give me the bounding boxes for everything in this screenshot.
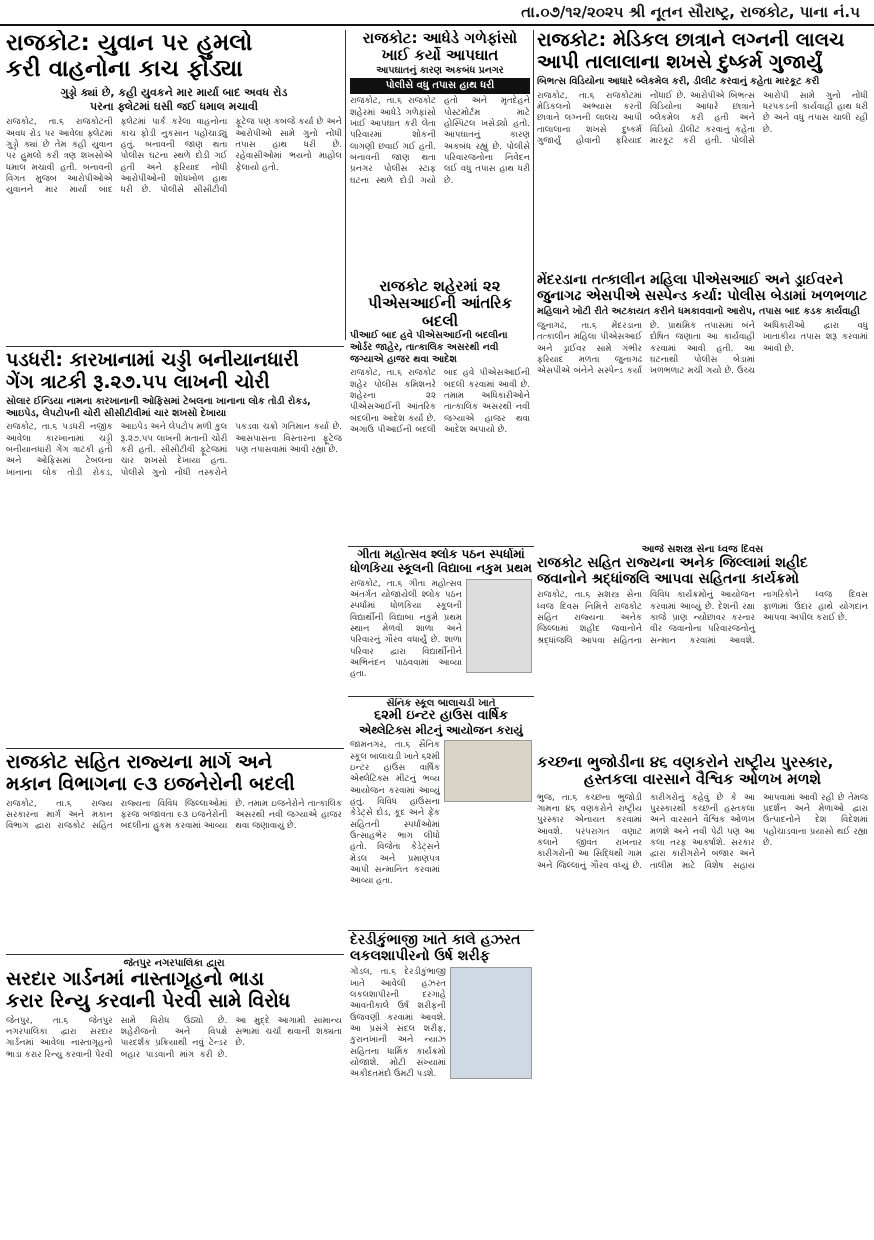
headline-line-1: મેંદરડાના તત્કાલીન મહિલા પીએસઆઈ અને ડ્રાઈવરને — [537, 272, 844, 288]
subhead: બિભત્સ વિડિયોના આધારે બ્લેકમેલ કરી, ડીલીટ કરવાનું કહેતા મારકૂટ કરી — [537, 75, 820, 87]
headline-line-2: મકાન વિભાગના ૯૩ ઇજનેરોની બદલી — [6, 772, 295, 795]
article-geeta-contest — [350, 548, 532, 694]
article-body: ગોંડલ, તા.૬ દેરડીકુંભાજી ખાતે આવેલી હઝરત લકલશાપીરની દરગાહે આવતીકાલે ઉર્ષ શરીફની ઉજવણી કરવામાં આવશે. આ પ્રસંગે સંદલ શરીફ, કુરાનખાની અને ન્યાઝ સહિતના ધાર્મિક કાર્યક્રમો યોજાશે. મોટી સંખ્યામાં અકીદતમંદો ઉમટી પડશે. — [350, 967, 446, 1080]
article-youth-attack — [6, 30, 342, 346]
subhead-line-2: પરના ફ્લેટમાં ઘસી જઈ ધમાલ મચાવી — [89, 99, 259, 113]
athletics-photo — [444, 740, 532, 802]
headline-line-2: ખાઈ કર્યો આપઘાત — [381, 46, 499, 65]
article-body: જેતપુર, તા.૬ જેતપુર નગરપાલિકા દ્વારા સરદાર ગાર્ડનમાં આવેલા નાસ્તાગૃહનો ભાડા કરાર રિન્યુ કરવાની પેરવી સામે વિરોધ ઉઠ્યો છે. શહેરીજનો અને વિપક્ષે પારદર્શક પ્રક્રિયાથી નવું ટેન્ડર બહાર પાડવાની માંગ કરી છે. આ મુદ્દે આગામી સામાન્ય સભામાં ચર્ચા થવાની શક્યતા છે. — [6, 1015, 342, 1060]
headline-line-1: કચ્છના ભુજોડીના ૪૬ વણકરોને રાષ્ટ્રીય પુરસ્કાર, — [537, 754, 834, 771]
article-body: જામનગર, તા.૬ સૈનિક સ્કૂલ બાલાચડી ખાતે ૬૨મી ઇન્ટર હાઉસ વાર્ષિક એથ્લેટિક્સ મીટનું ભવ્ય આયોજન કરવામાં આવ્યું હતું. વિવિધ હાઉસના કેડેટ્સે દોડ, કૂદ અને ફેંક સહિતની સ્પર્ધાઓમાં ઉત્સાહભેર ભાગ લીધો હતો. વિજેતા કેડેટ્સને મેડલ અને પ્રમાણપત્ર આપી સન્માનિત કરવામાં આવ્યા હતા. — [350, 740, 440, 887]
article-body: ભુજ, તા.૬ કચ્છના ભુજોડી ગામના ૪૬ વણકરોને રાષ્ટ્રીય પુરસ્કાર એનાયત કરવામાં આવશે. પરંપરાગત વણાટ કલાને જીવંત રાખનાર કારીગરોની આ સિદ્ધિથી ગામ અને જિલ્લાનું ગૌરવ વધ્યું છે. કારીગરોનું કહેવું છે કે આ પુરસ્કારથી કચ્છની હસ્તકલા અને વારસાને વૈશ્વિક ઓળખ મળશે અને નવી પેઢી પણ આ કલા તરફ આકર્ષાશે. સરકાર દ્વારા કારીગરોને બજાર અને તાલીમ માટે વિશેષ સહાય આપવામાં આવી રહી છે તેમજ પ્રદર્શન અને મેળાઓ દ્વારા ઉત્પાદનોને દેશ વિદેશમાં પહોંચાડવાના પ્રયાસો થઈ રહ્યા છે. — [537, 792, 868, 871]
article-body: રાજકોટ, તા.૬ રાજકોટમાં મેડિકલનો અભ્યાસ કરતી છાત્રાને લગ્નની લાલચ આપી તાલાલાના શખસે દુષ્કર્મ ગુજાર્યું હોવાની ફરિયાદ નોંધાઈ છે. આરોપીએ બિભત્સ વિડિયોના આધારે છાત્રાને બ્લેકમેલ કરી હતી અને વિડિયો ડીલીટ કરવાનું કહેતા મારકૂટ કરી હતી. પોલીસે આરોપી સામે ગુનો નોંધી ધરપકડની કાર્યવાહી હાથ ધરી છે અને વધુ તપાસ ચાલી રહી છે. — [537, 90, 868, 146]
headline-line-2: કરી વાહનોના કાચ ફોડ્યા — [6, 56, 243, 83]
section-rule — [348, 930, 534, 931]
article-factory-theft — [6, 350, 342, 746]
subhead: સોલાર ઈન્ડિયા નામના કારખાનાની ઓફિસમાં ટેબલના ખાનાના લોક તોડી રોકડ, આઇપેડ, લેપટોપની ચોરી સીસીટીવીમાં ચાર શખસો દેખાયા — [6, 395, 311, 419]
student-photo — [466, 579, 532, 673]
column-rule — [533, 30, 534, 340]
headline-line-1: રાજકોટ: યુવાન પર હુમલો — [6, 30, 253, 56]
headline-line-2: કરાર રિન્યુ કરવાની પેરવી સામે વિરોધ — [6, 989, 291, 1012]
headline-line-1: રાજકોટ: મેડિકલ છાત્રાને લગ્નની લાલચ — [537, 30, 845, 51]
section-rule — [348, 546, 534, 547]
masthead-line: તા.૦૭/૧૨/૨૦૨૫ શ્રી નૂતન સૌરાષ્ટ્ર, રાજકોટ, પાના નં.૫ — [521, 3, 860, 21]
article-suicide — [350, 30, 530, 274]
article-body: રાજકોટ, તા.૬ પડધરી નજીક આવેલા કારખાનામાં ચડ્ડી બનીયાનધારી ગેંગ ત્રાટકી હતી અને ઓફિસમાં ટેબલના ખાનાના લોક તોડી રોકડ, આઇપેડ અને લેપટોપ મળી કુલ રૂ.૨૭.૫૫ લાખની મતાની ચોરી કરી હતી. સીસીટીવી ફૂટેજમાં ચાર શખસો દેખાયા હતા. પોલીસે ગુનો નોંધી તસ્કરોને પકડવા ચક્રો ગતિમાન કર્યા છે. આસપાસના વિસ્તારના ફૂટેજ પણ તપાસવામાં આવી રહ્યા છે. — [6, 422, 342, 478]
headline-line-1: રાજકોટ સહિત રાજ્યના માર્ગ અને — [6, 752, 273, 773]
article-body: રાજકોટ, તા.૬ રાજકોટની અવધ રોડ પર આવેલા ફ્લેટમાં ગુડ્ડો ક્યાં છે તેમ કહી યુવાન પર હુમલો કરી ત્રણ શખસોએ ધમાલ મચાવી હતી. બનાવની વિગત મુજબ આરોપીઓએ યુવાનને માર માર્યા બાદ ફ્લેટમાં પાર્ક કરેલા વાહનોના કાચ ફોડી નુકસાન પહોંચાડ્યું હતું. બનાવની જાણ થતા પોલીસ ઘટના સ્થળે દોડી ગઈ હતી અને ફરિયાદ નોંધી આરોપીઓની શોધખોળ હાથ ધરી છે. પોલીસે સીસીટીવી ફૂટેજ પણ કબજે કર્યા છે અને આરોપીઓ સામે ગુનો નોંધી તપાસ હાથ ધરી છે. રહેવાસીઓમાં ભયનો માહોલ ફેલાયો હતો. — [6, 117, 342, 196]
article-body: જુનાગઢ, તા.૬ મેંદરડાના તત્કાલીન મહિલા પીએસઆઈ અને ડ્રાઈવર સામે ગંભીર ફરિયાદ મળતા જુનાગઢ એસપીએ બંનેને સસ્પેન્ડ કર્યા છે. પ્રાથમિક તપાસમાં બંને દોષિત જણાતા આ કાર્યવાહી કરવામાં આવી હતી. આ ઘટનાથી પોલીસ બેડામાં ખળભળાટ મચી ગયો છે. ઉચ્ચ અધિકારીઓ દ્વારા વધુ ખાતાકીય તપાસ શરૂ કરવામાં આવી છે. — [537, 321, 868, 377]
headline-line-2: ગેંગ ત્રાટકી રૂ.૨૭.૫૫ લાખની ચોરી — [6, 370, 270, 393]
headline-line-1: ૬૨મી ઇન્ટર હાઉસ વાર્ષિક — [374, 708, 508, 723]
article-urs-sharif — [350, 932, 532, 1234]
article-psi-suspended — [537, 272, 868, 540]
headline-line-2: હસ્તકલા વારસાને વૈશ્વિક ઓળખ મળશે — [583, 770, 822, 789]
article-medical-student — [537, 30, 868, 270]
article-kutch-weavers — [537, 754, 868, 1234]
dargah-photo — [450, 967, 532, 1079]
column-rule — [345, 30, 346, 340]
article-flag-day — [537, 544, 868, 750]
subhead-line-1: ગુડ્ડો ક્યાં છે, કહી યુવકને માર માર્યા બાદ અવધ રોડ — [60, 85, 288, 99]
strip-label: પોલીસે વધુ તપાસ હાથ ધરી — [350, 78, 530, 94]
article-body: રાજકોટ, તા.૬ રાજકોટ શહેરમાં આધેડે ગળેફાંસો ખાઈ આપઘાત કરી લેતા પરિવારમાં શોકની લાગણી છવાઈ ગઈ હતી. બનાવની જાણ થતા પ્રનગર પોલીસ સ્ટાફ ઘટના સ્થળે દોડી ગયો હતો અને મૃતદેહને પોસ્ટમોર્ટમ માટે હોસ્પિટલ ખસેડ્યો હતો. આપઘાતનું કારણ અકબંધ રહ્યું છે. પોલીસે પરિવારજનોના નિવેદન લઈ વધુ તપાસ હાથ ધરી છે. — [350, 96, 530, 186]
subhead: આપઘાતનું કારણ અકબંધ પ્રનગર — [376, 64, 504, 76]
section-rule — [6, 346, 344, 347]
headline-line-1: ગીતા મહોત્સવ શ્લોક પઠન સ્પર્ધામાં — [357, 548, 525, 561]
section-rule — [6, 748, 344, 749]
subhead: મહિલાને ખોટી રીતે અટકાયત કરીને ધમકાવવાનો આરોપ, તપાસ બાદ કડક કાર્યવાહી — [537, 306, 860, 318]
headline-line-2: લકલશાપીરનો ઉર્ષ શરીફ — [350, 948, 490, 965]
article-sainik-athletics — [350, 698, 532, 928]
kicker: સૈનિક સ્કૂલ બાલાચડી ખાતે — [386, 698, 496, 709]
headline-line-1: રાજકોટ: આધેડે ગળેફાંસો — [362, 30, 518, 47]
section-rule — [6, 954, 344, 955]
article-body: રાજકોટ, તા.૬ રાજકોટ શહેર પોલીસ કમિશનરે શહેરના ૨૨ પીએસઆઈની આંતરિક બદલીના આદેશ કર્યા છે. અગાઉ પીઆઈની બદલી બાદ હવે પીએસઆઈની બદલી કરવામાં આવી છે. તમામ અધિકારીઓને તાત્કાલિક અસરથી નવી જગ્યાએ હાજર થવા આદેશ અપાયો છે. — [350, 368, 530, 436]
headline-line-2: પીએસઆઈની આંતરિક બદલી — [367, 294, 513, 330]
article-garden-lease — [6, 958, 342, 1234]
article-body: રાજકોટ, તા.૬ સશસ્ત્ર સેના ધ્વજ દિવસ નિમિત્તે રાજકોટ સહિત રાજ્યના અનેક જિલ્લામાં શહીદ જવાનોને શ્રદ્ધાંજલિ આપવા સહિતના વિવિધ કાર્યક્રમોનું આયોજન કરવામાં આવ્યું છે. દેશની રક્ષા કાજે પ્રાણ ન્યોછાવર કરનાર વીર જવાનોના પરિવારજનોનું સન્માન કરવામાં આવશે. નાગરિકોને ધ્વજ દિવસ ફાળામાં ઉદાર હાથે યોગદાન આપવા અપીલ કરાઈ છે. — [537, 590, 868, 646]
headline-line-1: રાજકોટ શહેરમાં ૨૨ — [379, 278, 501, 295]
headline-line-1: પડધરી: કારખાનામાં ચડ્ડી બનીયાનધારી — [6, 350, 299, 371]
page-masthead — [0, 0, 874, 26]
headline-line-2: જવાનોને શ્રદ્ધાંજલિ આપવા સહિતના કાર્યક્રમો — [537, 571, 800, 588]
kicker: જેતપુર નગરપાલિકા દ્વારા — [123, 958, 225, 969]
article-body: રાજકોટ, તા.૬ રાજ્ય સરકારના માર્ગ અને મકાન વિભાગ દ્વારા રાજકોટ સહિત રાજ્યના વિવિધ જિલ્લાઓમાં ફરજ બજાવતા ૯૩ ઇજનેરોની બદલીના હુકમ કરવામાં આવ્યા છે. તમામ ઇજનેરોને તાત્કાલિક અસરથી નવી જગ્યાએ હાજર થવા જણાવાયું છે. — [6, 798, 342, 832]
headline-line-2: ધોળકિયા સ્કૂલની વિદ્યાબા નકુમ પ્રથમ — [350, 560, 532, 575]
headline-line-2: એથ્લેટિક્સ મીટનું આયોજન કરાયું — [359, 722, 523, 737]
headline-line-2: જુનાગઢ એસપીએ સસ્પેન્ડ કર્યા: પોલીસ બેડામાં ખળભળાટ — [537, 288, 868, 305]
headline-line-1: દેરડીકુંભાજી ખાતે કાલે હઝરત — [350, 932, 521, 948]
article-engineer-transfer — [6, 752, 342, 952]
section-rule — [348, 696, 534, 697]
lead: પીઆઈ બાદ હવે પીએસઆઈની બદલીના ઓર્ડર જાહેર, તાત્કાલિક અસરથી નવી જગ્યાએ હાજર થવા આદેશ — [350, 329, 508, 365]
article-body: રાજકોટ, તા.૬ ગીતા મહોત્સવ અંતર્ગત યોજાયેલી શ્લોક પઠન સ્પર્ધામાં ધોળકિયા સ્કૂલની વિદ્યાર્થીની વિદ્યાબા નકુમે પ્રથમ સ્થાન મેળવી શાળા અને પરિવારનું ગૌરવ વધાર્યું છે. શાળા પરિવાર દ્વારા વિદ્યાર્થીનીને અભિનંદન પાઠવવામાં આવ્યા હતા. — [350, 578, 462, 680]
headline-line-1: રાજકોટ સહિત રાજ્યના અનેક જિલ્લામાં શહીદ — [537, 555, 808, 571]
kicker: આજે સશસ્ત્ર સેના ધ્વજ દિવસ — [641, 544, 764, 555]
article-psi-transfer — [350, 278, 530, 542]
headline-line-2: આપી તાલાલાના શખસે દુષ્કર્મ ગુજાર્યું — [537, 50, 822, 73]
headline-line-1: સરદાર ગાર્ડનમાં નાસ્તાગૃહનો ભાડા — [6, 968, 265, 990]
